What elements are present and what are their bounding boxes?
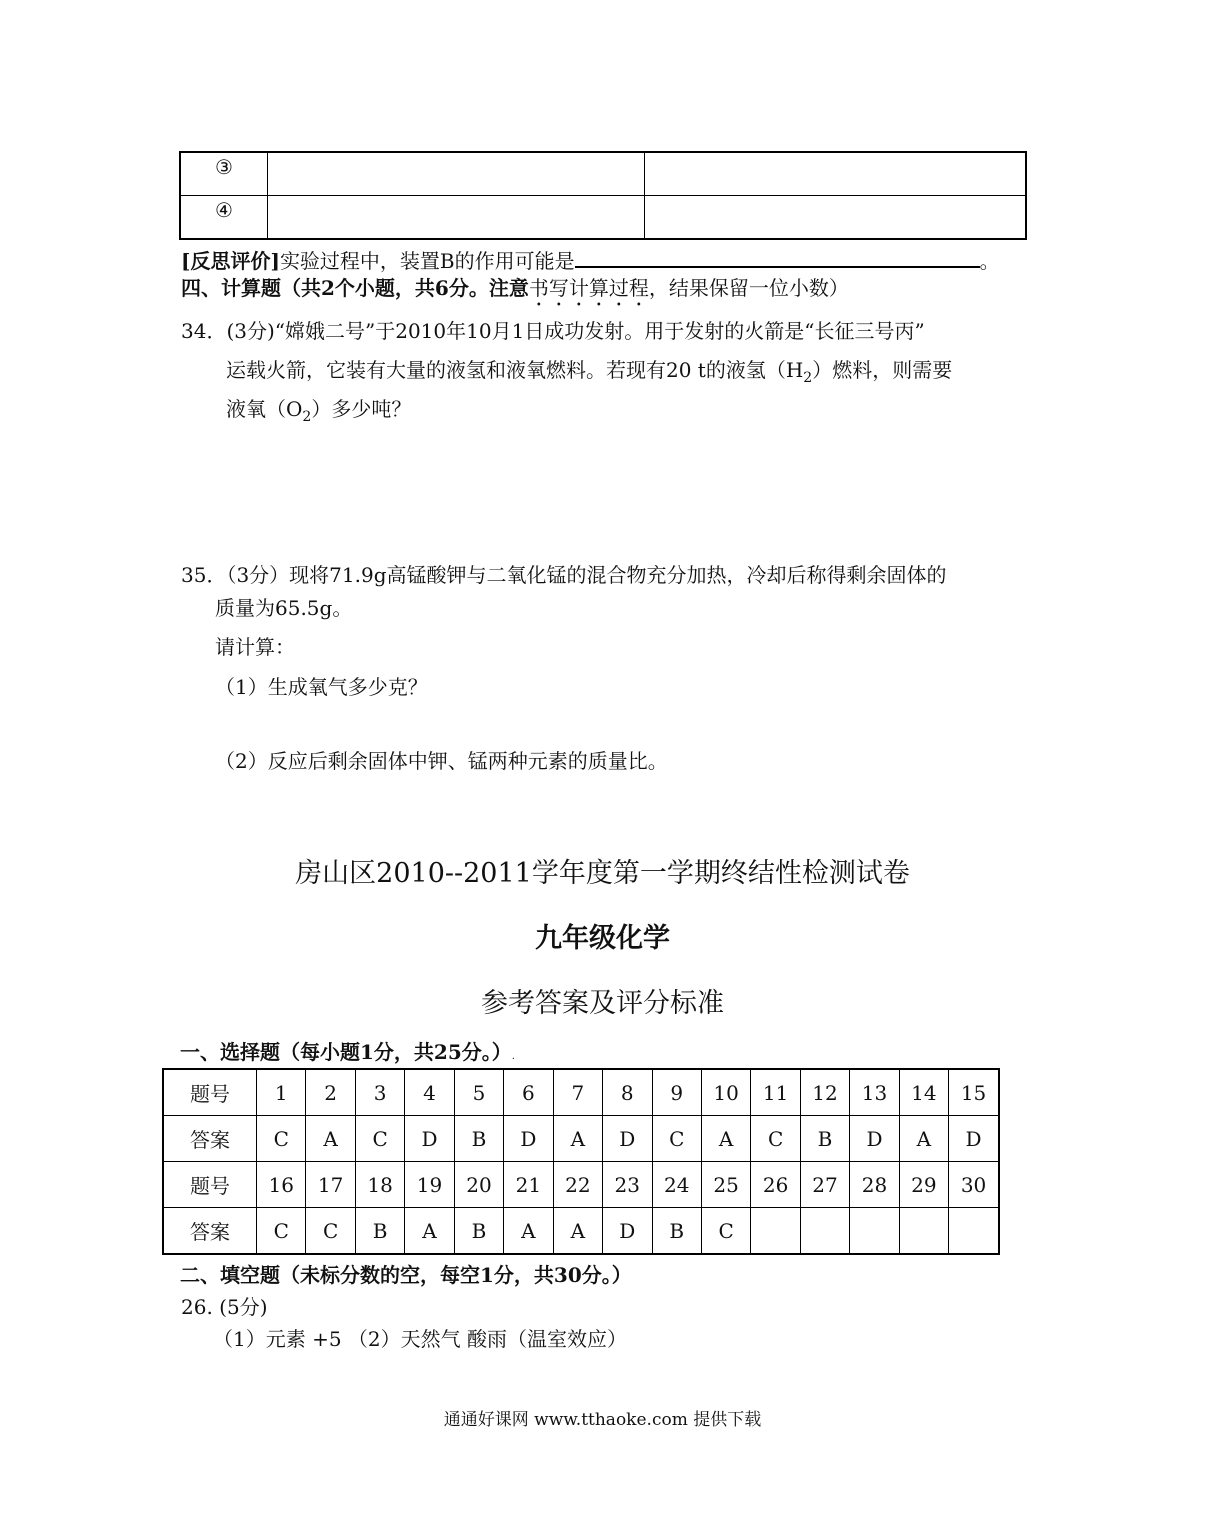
row-header: 题号 [163,1162,257,1208]
table-cell: 7 [553,1069,602,1116]
reflection-label: [反思评价] [181,249,280,273]
table-cell: C [751,1116,800,1162]
answer-doc-title: 房山区2010--2011学年度第一学期终结性检测试卷 [295,858,910,889]
table-cell: A [306,1116,355,1162]
trail-mark: . [511,1051,515,1062]
q34-line1: 34．(3分)“嫦娥二号”于2010年10月1日成功发射。用于发射的火箭是“长征三号丙” [181,319,925,343]
text-part: ）多少吨？ [311,397,412,421]
table-cell: 28 [850,1162,899,1208]
table-cell: D [603,1116,652,1162]
table-cell: 22 [553,1162,602,1208]
table-cell: 29 [899,1162,948,1208]
table-cell: 6 [504,1069,553,1116]
text-part: 运载火箭，它装有大量的液氢和液氧燃料。若现有20 t的液氢（H [226,358,804,382]
table-cell: 3 [355,1069,404,1116]
q34-line2 [226,356,952,392]
table-cell: 1 [257,1069,306,1116]
table-row [180,152,1026,196]
emphasis-text: 书写计算过程 [528,276,649,300]
table-cell: 24 [652,1162,701,1208]
table-cell: 23 [603,1162,652,1208]
table-cell: 17 [306,1162,355,1208]
table-cell: 19 [405,1162,454,1208]
subscript: 2 [803,370,813,386]
table-cell: 2 [306,1069,355,1116]
table-cell: C [306,1208,355,1255]
table-cell: B [652,1208,701,1255]
footer-text: 通通好课网 www.tthaoke.com 提供下载 [443,1410,762,1430]
table-cell: 13 [850,1069,899,1116]
table-cell: C [257,1116,306,1162]
table-cell [751,1208,800,1255]
table-cell: 30 [949,1162,999,1208]
heading-part: ，结果保留一位小数） [648,276,849,300]
answer-doc-subtitle: 九年级化学 [535,923,670,954]
table-cell: A [899,1116,948,1162]
table-cell [645,152,1027,196]
row-number: ④ [180,196,268,240]
table-cell: 14 [899,1069,948,1116]
table-cell [850,1208,899,1255]
row-number: ③ [180,152,268,196]
table-cell: 25 [701,1162,750,1208]
q26-label: 26. (5分) [181,1295,268,1319]
table-row [163,1116,999,1162]
subscript: 2 [302,409,312,425]
q26-answer: （1）元素 +5 （2）天然气 酸雨（温室效应） [213,1327,628,1351]
section-4-heading [181,274,849,311]
answer-doc-subtitle2: 参考答案及评分标准 [481,988,724,1019]
heading-part: 四、计算题（共2个小题，共6分。注意 [181,276,529,300]
table-cell: B [454,1116,503,1162]
table-row [163,1208,999,1255]
q34-line3 [226,395,411,431]
table-cell: B [454,1208,503,1255]
text-part: ）燃料，则需要 [812,358,953,382]
q35-sub1: （1）生成氧气多少克？ [215,675,428,699]
table-cell: D [504,1116,553,1162]
table-cell [899,1208,948,1255]
reflection-text: 实验过程中，装置B的作用可能是 [279,249,575,273]
row-header: 题号 [163,1069,257,1116]
table-cell: 18 [355,1162,404,1208]
answer-table-body [163,1069,999,1254]
table-cell [949,1208,999,1255]
table-cell: 4 [405,1069,454,1116]
table-cell: B [355,1208,404,1255]
table-row [163,1069,999,1116]
table-cell [268,196,645,240]
q35-line3: 请计算： [215,635,295,659]
table-row [163,1162,999,1208]
table-cell [645,196,1027,240]
table-cell: 9 [652,1069,701,1116]
table-cell: D [850,1116,899,1162]
table-cell: D [405,1116,454,1162]
table-cell: 27 [800,1162,849,1208]
table-cell: A [553,1208,602,1255]
q35-line2: 质量为65.5g。 [215,596,353,620]
table-cell [268,152,645,196]
reflection-line [181,244,1000,275]
table-cell: 26 [751,1162,800,1208]
table-cell: 20 [454,1162,503,1208]
answer-table [162,1068,1000,1255]
table-cell: 15 [949,1069,999,1116]
table-cell: C [355,1116,404,1162]
table-cell: C [257,1208,306,1255]
table-cell: D [603,1208,652,1255]
row-header: 答案 [163,1116,257,1162]
table-row [180,196,1026,240]
table-cell: A [701,1116,750,1162]
heading-text: 一、选择题（每小题1分，共25分。） [180,1040,512,1064]
table-cell: C [701,1208,750,1255]
experiment-table [179,151,1027,240]
table-cell: C [652,1116,701,1162]
table-cell: A [553,1116,602,1162]
table-cell [800,1208,849,1255]
table-cell: 8 [603,1069,652,1116]
table-cell: B [800,1116,849,1162]
q35-sub2: （2）反应后剩余固体中钾、锰两种元素的质量比。 [215,749,668,773]
table-cell: 12 [800,1069,849,1116]
table-cell: A [405,1208,454,1255]
reflection-end: 。 [979,249,1000,273]
table-cell: 10 [701,1069,750,1116]
table-cell: A [504,1208,553,1255]
section-1-heading [180,1038,515,1071]
q35-line1: 35．（3分）现将71.9g高锰酸钾与二氧化锰的混合物充分加热，冷却后称得剩余固体的 [181,563,947,587]
answer-blank [575,244,980,268]
table-cell: 16 [257,1162,306,1208]
text-part: 液氧（O [226,397,303,421]
row-header: 答案 [163,1208,257,1255]
section-2-heading: 二、填空题（未标分数的空，每空1分，共30分。） [180,1263,632,1287]
table-cell: 11 [751,1069,800,1116]
table-cell: 5 [454,1069,503,1116]
table-cell: D [949,1116,999,1162]
table-cell: 21 [504,1162,553,1208]
